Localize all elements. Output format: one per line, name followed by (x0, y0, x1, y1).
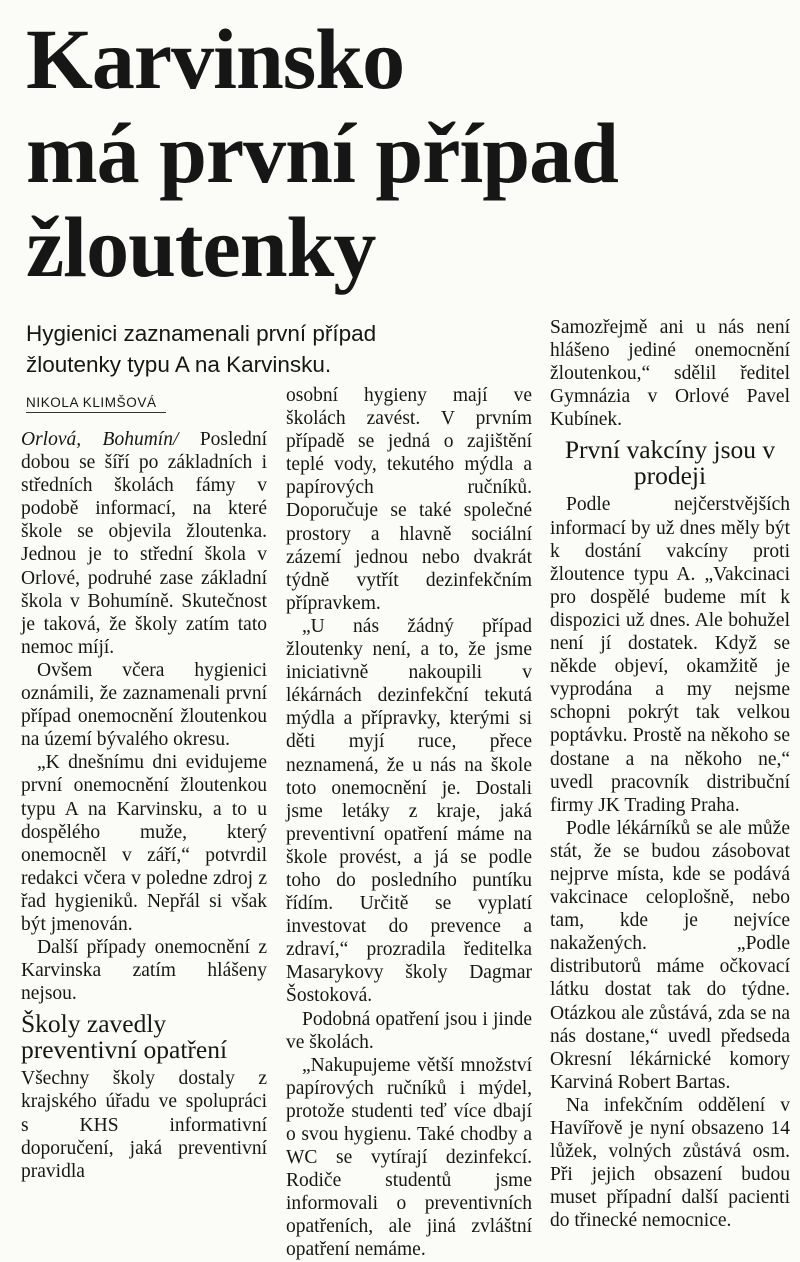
byline: NIKOLA KLIMŠOVÁ (26, 395, 166, 413)
article-column-1 (21, 428, 267, 1183)
paragraph: „K dnešnímu dni evidujeme první onemocnění žloutenkou typu A na Karvinsku, a to u dospělého muže, který onemocněl v září,“ potvrdil redakci včera v poledne zdroj z řad hygieniků. Nepřál si však být jmenován. (21, 752, 267, 935)
headline-line-3: žloutenky (26, 199, 376, 295)
paragraph: Podobná opatření jsou i jinde ve školách. (286, 1008, 532, 1053)
paragraph: Podle lékárníků se ale může stát, že se budou zásobovat nejprve místa, kde se podává vakcinace celoplošně, nebo tam, kde je nejvíce nakažených. „Podle distributorů máme očkovací látku dostat tak do týdne. Otázkou ale zůstává, zda se na nás dostane,“ uvedl předseda Okresní lékárnické komory Karviná Robert Bartas. (550, 817, 790, 1093)
paragraph: Na infekčním oddělení v Havířově je nyní obsazeno 14 lůžek, volných zůstává osm. Při jejich obsazení budou muset případní další pacienti do třinecké nemocnice. (550, 1094, 790, 1232)
section-heading: První vakcíny jsou v prodeji (564, 435, 776, 491)
paragraph: Ovšem včera hygienici oznámili, že zaznamenali první případ onemocnění žloutenkou na území bývalého okresu. (21, 659, 267, 751)
paragraph-text: Poslední dobou se šíří po základních i středních školách fámy v podobě informací, na které škole se objevila žloutenka. Jednou je to střední škola v Orlové, podruhé zase základní škola v Bohumíně. Skutečnost je taková, že školy zatím tato nemoc míjí. (21, 429, 268, 658)
paragraph: Samozřejmě ani u nás není hlášeno jediné onemocnění žloutenkou,“ sdělil ředitel Gymnázia v Orlové Pavel Kubínek. (550, 317, 790, 431)
headline-line-1: Karvinsko (26, 11, 405, 107)
paragraph (21, 428, 267, 659)
paragraph: „U nás žádný případ žloutenky není, a to, že jsme iniciativně nakoupili v lékárnách dezinfekční tekutá mýdla a přípravky, kterými si děti myjí ruce, přece neznamená, že u nás na škole toto onemocnění je. Dostali jsme letáky z kraje, jaká preventivní opatření máme na škole provést, a já se podle toho do posledního puntíku řídím. Určitě se vyplatí investovat do prevence a zdraví,“ prozradila ředitelka Masarykovy školy Dagmar Šostoková. (286, 615, 532, 1007)
section-heading: Školy zavedly preventivní opatření (21, 1009, 228, 1065)
paragraph: Podle nejčerstvějších informací by už dnes měly být k dostání vakcíny proti žloutence typu A. „Vakcinaci pro dospělé budeme mít k dispozici už dnes. Ale bohužel není jí dostatek. Když se někde objeví, okamžitě je vyprodána a my nejsme schopni pokrýt tak velkou poptávku. Prostě na někoho se dostane a na někoho ne,“ uvedl pracovník distribuční firmy JK Trading Praha. (550, 494, 790, 816)
dateline: Orlová, Bohumín/ (21, 429, 179, 450)
paragraph: Všechny školy dostaly z krajského úřadu ve spolupráci s KHS informativní doporučení, jaká preventivní pravidla (21, 1068, 267, 1182)
subheadline-line-1: Hygienici zaznamenali první případ (26, 321, 377, 346)
headline (26, 12, 786, 294)
subheadline-line-2: žloutenky typu A na Karvinsku. (26, 352, 332, 377)
headline-line-2: má první případ (26, 105, 618, 201)
paragraph: „Nakupujeme větší množství papírových ručníků i mýdel, protože studenti teď více dbají o svou hygienu. Také chodby a WC se vytírají dezinfekcí. Rodiče studentů jsme informovali o preventivních opatřeních, ale jiná zvláštní opatření nemáme. (286, 1054, 532, 1261)
byline-block (26, 395, 272, 413)
article-column-2 (286, 384, 532, 1262)
paragraph: Další případy onemocnění z Karvinska zatím hlášeny nejsou. (21, 937, 267, 1005)
paragraph: osobní hygieny mají ve školách zavést. V prvním případě se jedná o zajištění teplé vody, tekutého mýdla a papírových ručníků. Doporučuje se také společné prostory a hlavně sociální zázemí jednou nebo dvakrát týdně vytřít dezinfekčním přípravkem. (286, 385, 532, 614)
article-column-3 (550, 316, 790, 1232)
subheadline (26, 318, 536, 380)
